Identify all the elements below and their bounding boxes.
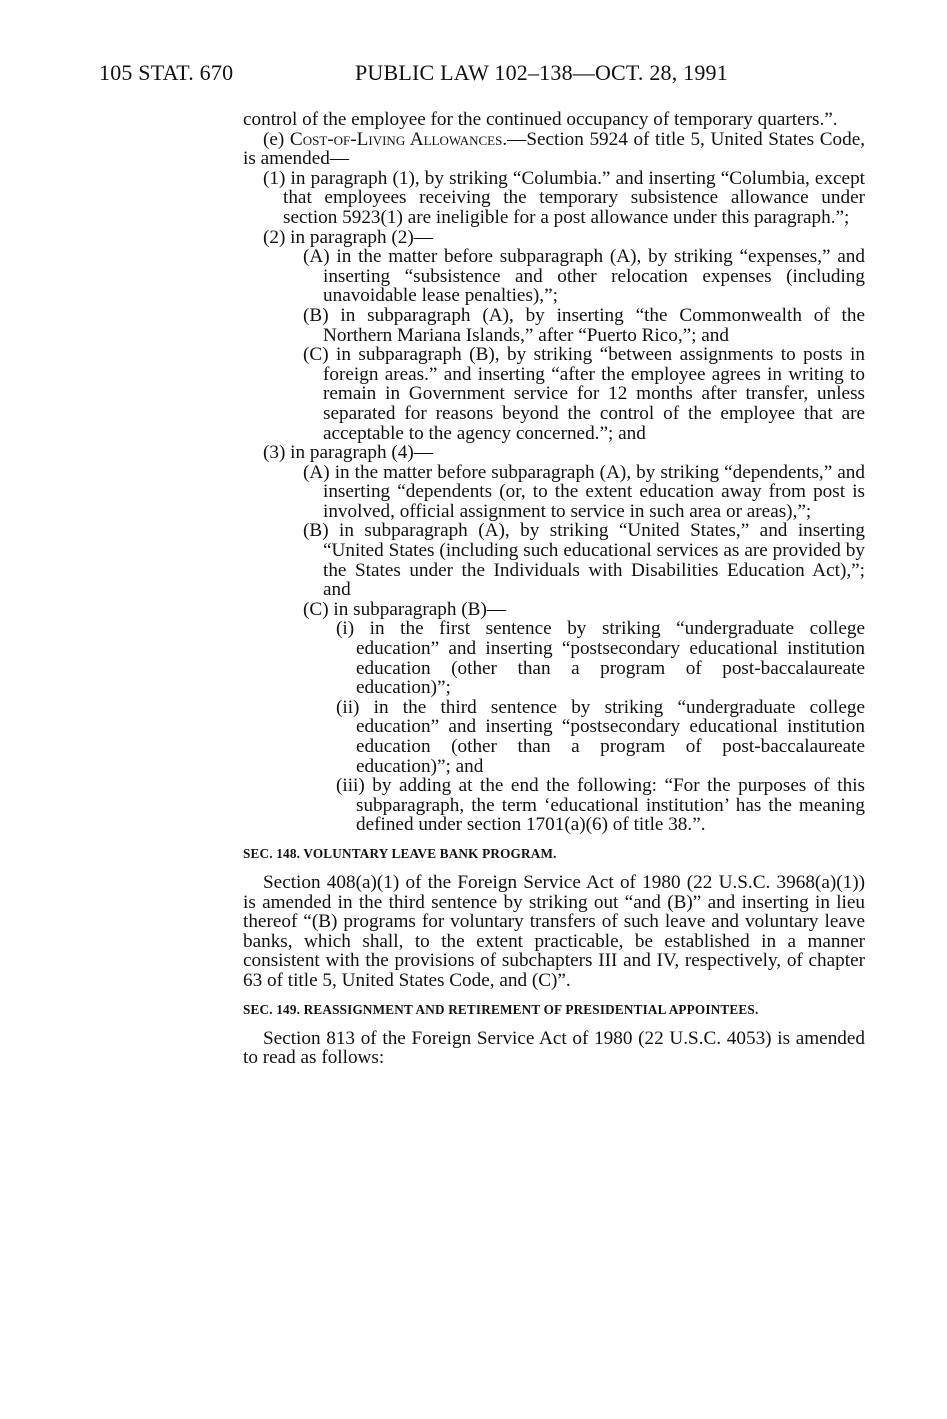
subparagraph-3-C: (C) in subparagraph (B)—: [303, 598, 507, 620]
paragraph-e-text: .—Section 5924 of title 5, United States Code, is amended—: [243, 128, 866, 170]
paragraph-e-label: (e): [263, 128, 290, 150]
paragraph-1: (1) in paragraph (1), by striking “Columbia.” and inserting “Columbia, except that employees receiving the temporary subsistence allowance under section 5923(1) are ineligible for a post allowance under this paragraph.”;: [263, 167, 865, 228]
subparagraph-2-A: (A) in the matter before subparagraph (A), by striking “expenses,” and inserting “subsistence and other relocation expenses (including unavoidable lease penalties),”;: [303, 246, 865, 307]
subparagraph-2-B: (B) in subparagraph (A), by inserting “the Commonwealth of the Northern Mariana Islands,” after “Puerto Rico,”; and: [303, 304, 865, 346]
subparagraph-2-C: (C) in subparagraph (B), by striking “between assignments to posts in foreign areas.” and inserting “after the employee agrees in writing to remain in Government service for 12 months after transfer, unless separated for reasons beyond the control of the employee that are acceptable to the agency concerned.”; and: [303, 344, 865, 444]
subparagraph-3-A: (A) in the matter before subparagraph (A), by striking “dependents,” and inserting “dependents (or, to the extent education away from post is involved, official assignment to service in such area or areas),”;: [303, 461, 865, 522]
section-148-text: Section 408(a)(1) of the Foreign Service Act of 1980 (22 U.S.C. 3968(a)(1)) is amended in the third sentence by striking out “and (B)” and inserting in lieu thereof “(B) programs for voluntary transfers of such leave and voluntary leave banks, which shall, to the extent practicable, be established in a manner consistent with the provisions of subchapters III and IV, respectively, of chapter 63 of title 5, United States Code, and (C)”.: [243, 871, 865, 991]
statute-page-number: 105 STAT. 670: [99, 60, 234, 85]
paragraph-continuation: control of the employee for the continued occupancy of temporary quarters.”.: [243, 109, 838, 130]
public-law-citation: PUBLIC LAW 102–138—OCT. 28, 1991: [355, 60, 728, 85]
clause-ii: (ii) in the third sentence by striking “undergraduate college education” and inserting “postsecondary educational institution education (other than a program of post-baccalaureate education)”; and: [336, 696, 865, 777]
paragraph-3: (3) in paragraph (4)—: [263, 442, 433, 464]
section-148-heading: SEC. 148. VOLUNTARY LEAVE BANK PROGRAM.: [243, 845, 557, 861]
paragraph-e: [243, 130, 865, 169]
clause-iii: (iii) by adding at the end the following: “For the purposes of this subparagraph, the term ‘educational institution’ has the meaning defined under section 1701(a)(6) of title 38.”.: [336, 775, 865, 836]
section-149-heading: SEC. 149. REASSIGNMENT AND RETIREMENT OF PRESIDENTIAL APPOINTEES.: [243, 1001, 759, 1017]
clause-i: (i) in the first sentence by striking “undergraduate college education” and inserting “postsecondary educational institution education (other than a program of post-baccalaureate education)”;: [336, 618, 865, 699]
section-149-text: Section 813 of the Foreign Service Act of 1980 (22 U.S.C. 4053) is amended to read as follows:: [243, 1027, 865, 1069]
paragraph-e-heading: Cost-of-Living Allowances: [289, 128, 503, 150]
subparagraph-3-B: (B) in subparagraph (A), by striking “United States,” and inserting “United States (including such educational services as are provided by the States under the Individuals with Disabilities Education Act),”; and: [303, 520, 865, 601]
paragraph-2: (2) in paragraph (2)—: [263, 226, 433, 248]
document-body: [243, 110, 865, 1068]
